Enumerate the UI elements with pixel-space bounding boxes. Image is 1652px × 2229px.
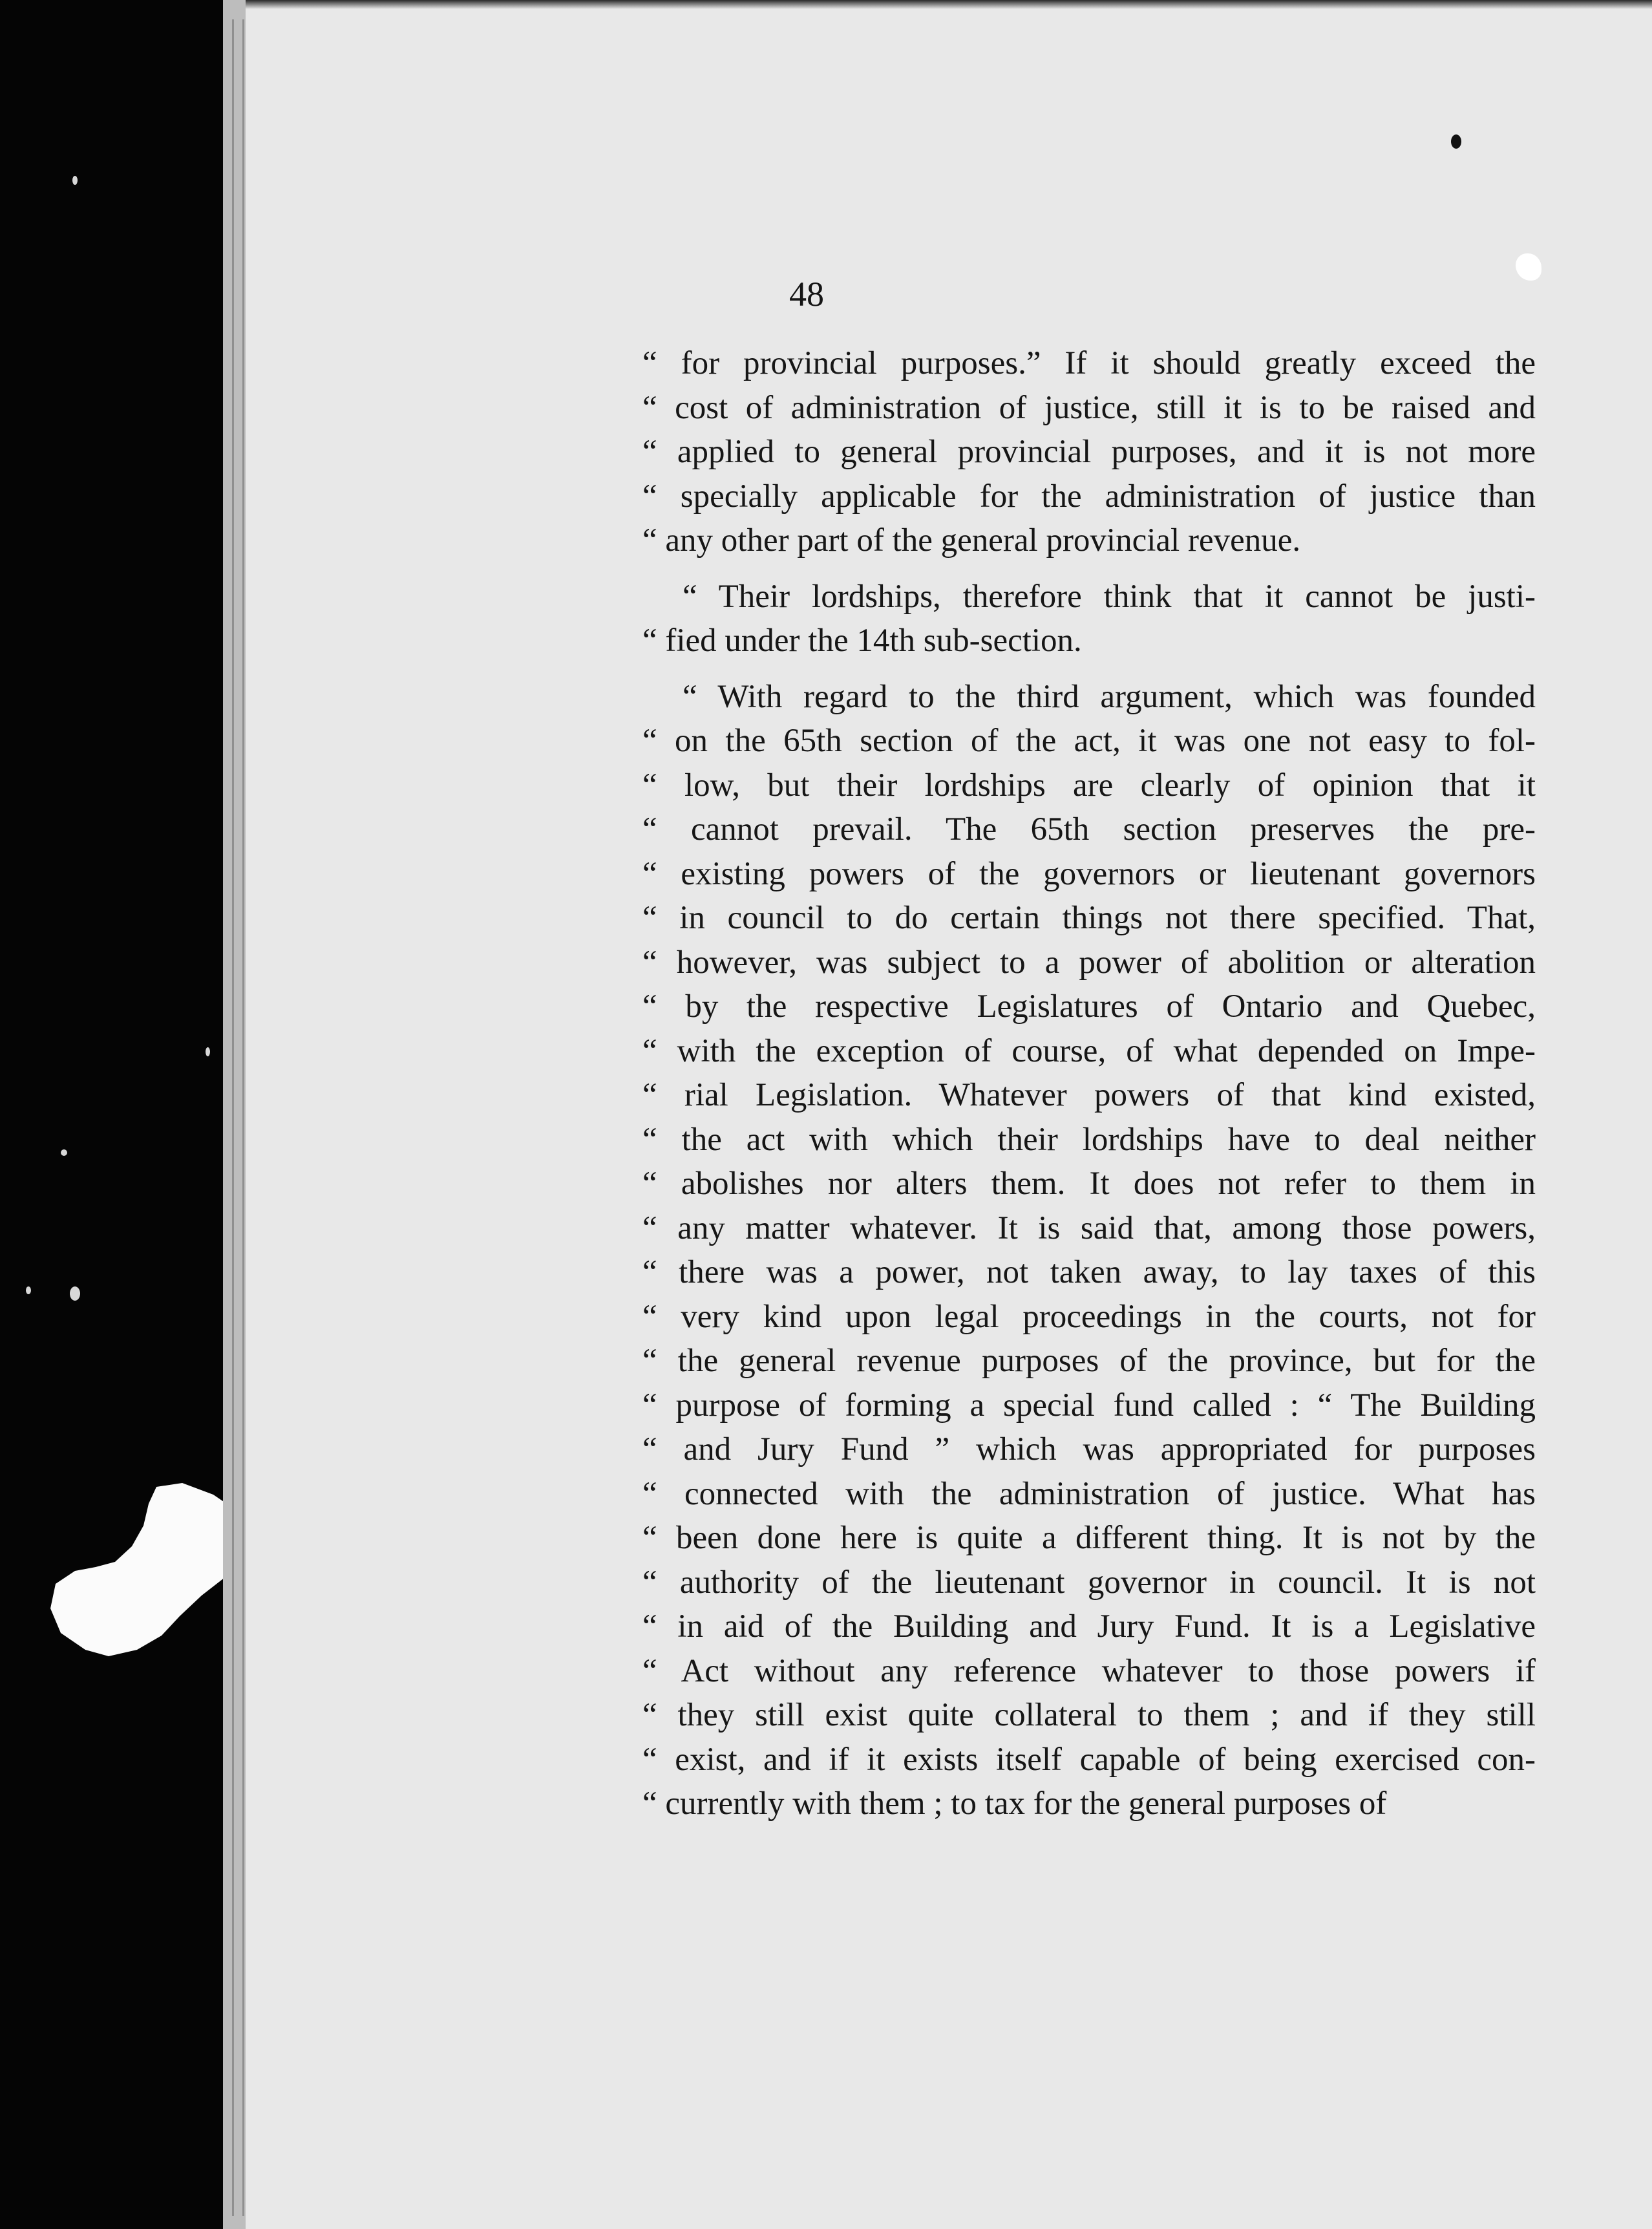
text-line: “ authority of the lieutenant governor in council. It is not (642, 1564, 1536, 1601)
text-line: “ there was a power, not taken away, to lay taxes of this (642, 1254, 1536, 1290)
text-line: “ low, but their lordships are clearly of opinion that it (642, 767, 1536, 804)
text-line: “ currently with them ; to tax for the general purposes of (642, 1786, 1387, 1822)
page-edge-line (232, 19, 234, 2216)
text-line: “ on the 65th section of the act, it was one not easy to fol- (642, 723, 1536, 759)
text-line: “ any other part of the general provincial revenue. (642, 522, 1301, 559)
page-top-shadow (246, 0, 1652, 9)
text-line: “ rial Legislation. Whatever powers of that kind existed, (642, 1077, 1536, 1113)
text-line: “ applied to general provincial purposes, and it is not more (642, 434, 1536, 470)
paragraph (642, 575, 1536, 663)
text-line: “ exist, and if it exists itself capable of being exercised con- (642, 1741, 1536, 1778)
dust-speck (70, 1286, 80, 1301)
text-line: “ very kind upon legal proceedings in the courts, not for (642, 1298, 1536, 1335)
dust-speck (206, 1047, 210, 1056)
page-edge-line (242, 19, 244, 2216)
text-line: “ any matter whatever. It is said that, among those powers, (642, 1210, 1536, 1246)
torn-paper-fragment (47, 1480, 253, 1661)
text-line: “ purpose of forming a special fund called : “ The Building (642, 1387, 1536, 1424)
text-line: “ and Jury Fund ” which was appropriated for purposes (642, 1431, 1536, 1467)
text-line: “ with the exception of course, of what depended on Impe- (642, 1032, 1536, 1069)
dust-speck (26, 1286, 31, 1294)
text-line: “ however, was subject to a power of abolition or alteration (642, 944, 1536, 981)
page-number: 48 (789, 275, 824, 314)
scan-dark-margin (0, 0, 223, 2229)
text-line: “ for provincial purposes.” If it should greatly exceed the (642, 345, 1536, 381)
paragraph (642, 341, 1536, 563)
text-line: “ the general revenue purposes of the province, but for the (642, 1343, 1536, 1379)
text-line: “ existing powers of the governors or lieutenant governors (642, 855, 1536, 892)
text-line: “ connected with the administration of justice. What has (642, 1475, 1536, 1512)
paragraph (642, 675, 1536, 1826)
text-line: “ they still exist quite collateral to them ; and if they still (642, 1697, 1536, 1733)
text-line: “ Act without any reference whatever to those powers if (642, 1652, 1536, 1689)
text-line: “ the act with which their lordships have to deal neither (642, 1121, 1536, 1158)
dust-speck (61, 1149, 67, 1156)
text-line: “ fied under the 14th sub-section. (642, 623, 1082, 659)
dust-speck (72, 176, 78, 185)
text-line: “ With regard to the third argument, which was founded (683, 678, 1536, 715)
text-line: “ by the respective Legislatures of Ontario and Quebec, (642, 988, 1536, 1025)
ink-dot (1451, 134, 1461, 149)
paper-blot (1516, 253, 1541, 281)
text-line: “ in council to do certain things not there specified. That, (642, 900, 1536, 936)
text-line: “ cost of administration of justice, still it is to be raised and (642, 389, 1536, 426)
text-line: “ specially applicable for the administration of justice than (642, 478, 1536, 515)
text-line: “ been done here is quite a different thing. It is not by the (642, 1520, 1536, 1556)
text-line: “ abolishes nor alters them. It does not refer to them in (642, 1166, 1536, 1202)
text-line: “ cannot prevail. The 65th section preserves the pre- (642, 811, 1536, 848)
text-line: “ in aid of the Building and Jury Fund. It is a Legislative (642, 1608, 1536, 1645)
text-line: “ Their lordships, therefore think that it cannot be justi- (683, 578, 1536, 615)
body-text (642, 341, 1536, 1838)
